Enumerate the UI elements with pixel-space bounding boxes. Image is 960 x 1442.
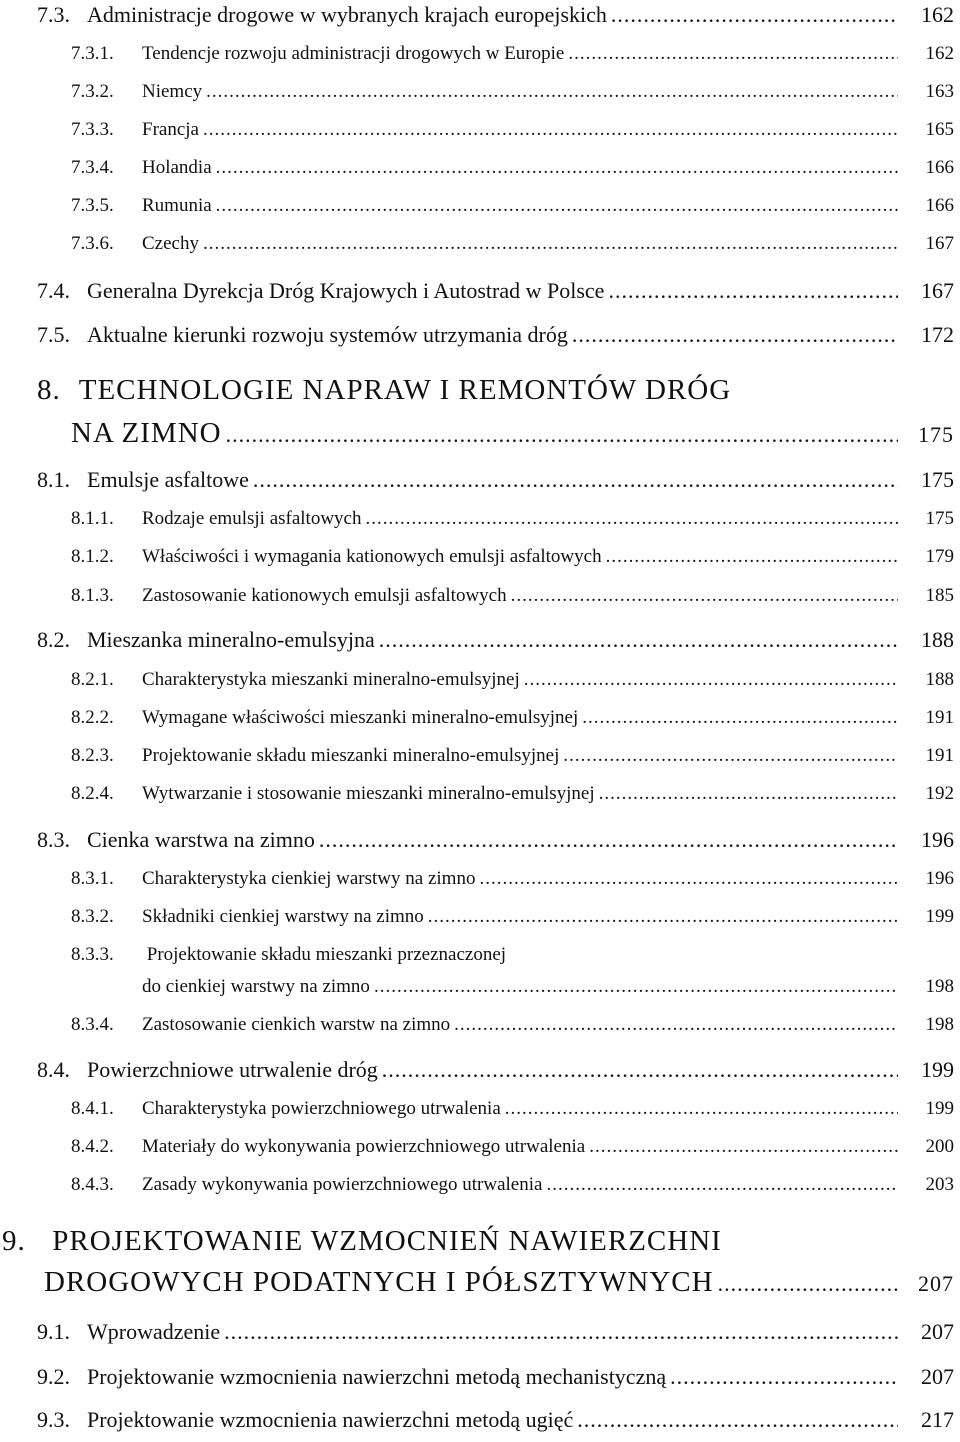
toc-entry[interactable] — [37, 1407, 954, 1433]
page-number: 192 — [925, 783, 954, 804]
leader-dots — [454, 1014, 898, 1036]
chapter-title: TECHNOLOGIE NAPRAW I REMONTÓW DRÓG — [78, 374, 732, 406]
toc-entry[interactable] — [37, 827, 954, 853]
section-number: 7.3.3. — [71, 119, 114, 140]
leader-dots — [366, 508, 899, 530]
section-number: 8.4.2. — [71, 1136, 114, 1157]
chapter-number: 8. — [37, 374, 61, 406]
page-number: 166 — [925, 195, 954, 216]
leader-dots — [479, 868, 898, 890]
leader-dots — [577, 1407, 898, 1433]
section-title: Projektowanie wzmocnienia nawierzchni metodą ugięć — [87, 1407, 574, 1432]
toc-entry[interactable] — [37, 2, 954, 28]
page-number: 172 — [921, 322, 954, 347]
section-number: 7.4. — [37, 278, 70, 303]
section-title: Projektowanie składu mieszanki mineralno-emulsyjnej — [142, 745, 560, 766]
leader-dots — [582, 707, 898, 729]
chapter-heading — [37, 374, 731, 407]
leader-dots — [379, 627, 898, 653]
section-number: 8.3. — [37, 827, 70, 852]
leader-dots — [226, 422, 898, 448]
page-number: 175 — [921, 467, 954, 492]
page-number: 196 — [921, 827, 954, 852]
toc-entry[interactable] — [44, 1266, 954, 1299]
section-number: 8.3.4. — [71, 1014, 114, 1035]
toc-entry[interactable] — [71, 707, 954, 729]
section-number: 8.1.2. — [71, 546, 114, 567]
page-number: 179 — [925, 546, 954, 567]
toc-entry[interactable] — [71, 508, 954, 530]
toc-entry[interactable] — [71, 906, 954, 928]
page-number: 175 — [925, 508, 954, 529]
section-number: 8.3.2. — [71, 906, 114, 927]
leader-dots — [374, 976, 898, 998]
section-number: 8.4. — [37, 1057, 70, 1082]
leader-dots — [670, 1364, 898, 1390]
section-number: 7.5. — [37, 322, 70, 347]
toc-entry[interactable] — [71, 783, 954, 805]
chapter-title: PROJEKTOWANIE WZMOCNIEŃ NAWIERZCHNI — [52, 1225, 722, 1257]
section-title: Wprowadzenie — [87, 1319, 221, 1344]
section-title: Generalna Dyrekcja Dróg Krajowych i Autostrad w Polsce — [87, 278, 605, 303]
leader-dots — [505, 1098, 898, 1120]
section-number: 8.1.3. — [71, 585, 114, 606]
leader-dots — [589, 1136, 898, 1158]
page-number: 217 — [921, 1407, 954, 1432]
toc-entry[interactable] — [71, 1136, 954, 1158]
section-number: 8.1. — [37, 467, 70, 492]
page-number: 175 — [918, 422, 954, 447]
chapter-title-continuation: NA ZIMNO — [71, 417, 222, 449]
leader-dots — [216, 157, 898, 179]
toc-entry[interactable] — [71, 119, 954, 141]
toc-entry[interactable] — [37, 627, 954, 653]
section-number: 8.2.1. — [71, 669, 114, 690]
section-title: Wytwarzanie i stosowanie mieszanki mineralno-emulsyjnej — [142, 783, 595, 804]
page-number: 188 — [925, 669, 954, 690]
page-number: 191 — [925, 745, 954, 766]
page-number: 196 — [925, 868, 954, 889]
section-number: 7.3.6. — [71, 233, 114, 254]
toc-entry[interactable] — [71, 233, 954, 255]
leader-dots — [382, 1057, 898, 1083]
leader-dots — [608, 278, 898, 304]
section-number: 7.3.5. — [71, 195, 114, 216]
toc-entry[interactable] — [71, 1174, 954, 1196]
section-number: 8.1.1. — [71, 508, 114, 529]
section-title: Emulsje asfaltowe — [87, 467, 249, 492]
toc-entry[interactable] — [71, 546, 954, 568]
section-title: Cienka warstwa na zimno — [87, 827, 315, 852]
toc-entry[interactable] — [71, 745, 954, 767]
page-number: 199 — [921, 1057, 954, 1082]
toc-entry[interactable] — [37, 1057, 954, 1083]
section-number: 8.3.1. — [71, 868, 114, 889]
page-number: 191 — [925, 707, 954, 728]
page-number: 207 — [918, 1271, 954, 1296]
section-title: Właściwości i wymagania kationowych emulsji asfaltowych — [142, 546, 602, 567]
section-title: Składniki cienkiej warstwy na zimno — [142, 906, 424, 927]
leader-dots — [216, 195, 898, 217]
section-title: Czechy — [142, 233, 199, 254]
section-number: 9.3. — [37, 1407, 70, 1432]
chapter-title-continuation: DROGOWYCH PODATNYCH I PÓŁSZTYWNYCH — [44, 1266, 714, 1298]
toc-entry[interactable] — [71, 1098, 954, 1120]
toc-entry[interactable] — [37, 278, 954, 304]
section-number: 8.2. — [37, 627, 70, 652]
toc-entry[interactable] — [37, 322, 954, 348]
leader-dots — [203, 233, 898, 255]
page-number: 162 — [925, 43, 954, 64]
page-number: 198 — [925, 1014, 954, 1035]
leader-dots — [224, 1319, 898, 1345]
section-title: Rumunia — [142, 195, 212, 216]
toc-entry[interactable] — [71, 417, 954, 450]
section-title: Tendencje rozwoju administracji drogowych w Europie — [142, 43, 565, 64]
toc-entry[interactable] — [71, 81, 954, 103]
leader-dots — [606, 546, 898, 568]
section-number: 7.3. — [37, 2, 70, 27]
section-title: Rodzaje emulsji asfaltowych — [142, 508, 362, 529]
page-number: 166 — [925, 157, 954, 178]
chapter-number: 9. — [2, 1225, 26, 1257]
section-title: Niemcy — [142, 81, 203, 102]
page-number: 165 — [925, 119, 954, 140]
section-title: Zastosowanie cienkich warstw na zimno — [142, 1014, 451, 1035]
page-number: 188 — [921, 627, 954, 652]
section-number: 8.2.2. — [71, 707, 114, 728]
section-number: 7.3.2. — [71, 81, 114, 102]
section-title: Wymagane właściwości mieszanki mineralno-emulsyjnej — [142, 707, 579, 728]
toc-entry[interactable] — [71, 585, 954, 607]
section-title: Charakterystyka cienkiej warstwy na zimno — [142, 868, 476, 889]
page-number: 199 — [925, 1098, 954, 1119]
page-number: 198 — [925, 976, 954, 997]
section-title: Charakterystyka powierzchniowego utrwalenia — [142, 1098, 501, 1119]
toc-entry-first-line — [71, 944, 506, 966]
leader-dots — [568, 43, 898, 65]
page-number: 162 — [921, 2, 954, 27]
section-number: 8.3.3. — [71, 944, 114, 965]
section-title: Charakterystyka mieszanki mineralno-emulsyjnej — [142, 669, 520, 690]
page-number: 203 — [925, 1174, 954, 1195]
page-number: 167 — [925, 233, 954, 254]
page-number: 200 — [925, 1136, 954, 1157]
toc-entry[interactable] — [71, 868, 954, 890]
toc-entry[interactable] — [71, 43, 954, 65]
section-number: 9.1. — [37, 1319, 70, 1344]
section-title: Mieszanka mineralno-emulsyjna — [87, 627, 375, 652]
toc-entry[interactable] — [71, 1014, 954, 1036]
section-title: Zasady wykonywania powierzchniowego utrwalenia — [142, 1174, 543, 1195]
leader-dots — [203, 119, 898, 141]
leader-dots — [546, 1174, 898, 1196]
page-number: 167 — [921, 278, 954, 303]
section-number: 7.3.1. — [71, 43, 114, 64]
section-number: 7.3.4. — [71, 157, 114, 178]
leader-dots — [428, 906, 898, 928]
section-number: 8.2.3. — [71, 745, 114, 766]
section-title: Aktualne kierunki rozwoju systemów utrzymania dróg — [87, 322, 568, 347]
section-number: 8.4.3. — [71, 1174, 114, 1195]
leader-dots — [253, 467, 898, 493]
toc-entry[interactable] — [71, 669, 954, 691]
leader-dots — [611, 2, 898, 28]
toc-entry[interactable] — [37, 1319, 954, 1345]
section-title: Projektowanie wzmocnienia nawierzchni metodą mechanistyczną — [87, 1364, 667, 1389]
leader-dots — [563, 745, 898, 767]
chapter-heading — [2, 1225, 722, 1258]
leader-dots — [599, 783, 898, 805]
section-title: Projektowanie składu mieszanki przeznaczonej — [146, 944, 507, 965]
section-title: Materiały do wykonywania powierzchniowego utrwalenia — [142, 1136, 586, 1157]
section-number: 8.2.4. — [71, 783, 114, 804]
leader-dots — [718, 1271, 898, 1297]
page-number: 163 — [925, 81, 954, 102]
toc-entry[interactable] — [71, 195, 954, 217]
leader-dots — [524, 669, 898, 691]
page-number: 207 — [921, 1319, 954, 1344]
section-title-continuation: do cienkiej warstwy na zimno — [142, 976, 370, 997]
toc-entry[interactable] — [142, 976, 954, 998]
section-number: 8.4.1. — [71, 1098, 114, 1119]
section-number: 9.2. — [37, 1364, 70, 1389]
section-title: Powierzchniowe utrwalenie dróg — [87, 1057, 378, 1082]
leader-dots — [206, 81, 898, 103]
toc-entry[interactable] — [71, 157, 954, 179]
section-title: Francja — [142, 119, 199, 140]
page-number: 207 — [921, 1364, 954, 1389]
section-title: Zastosowanie kationowych emulsji asfaltowych — [142, 585, 507, 606]
toc-entry[interactable] — [37, 467, 954, 493]
page-number: 185 — [925, 585, 954, 606]
page-number: 199 — [925, 906, 954, 927]
leader-dots — [319, 827, 898, 853]
leader-dots — [572, 322, 898, 348]
section-title: Administracje drogowe w wybranych krajach europejskich — [87, 2, 607, 27]
toc-entry[interactable] — [37, 1364, 954, 1390]
leader-dots — [511, 585, 898, 607]
section-title: Holandia — [142, 157, 212, 178]
